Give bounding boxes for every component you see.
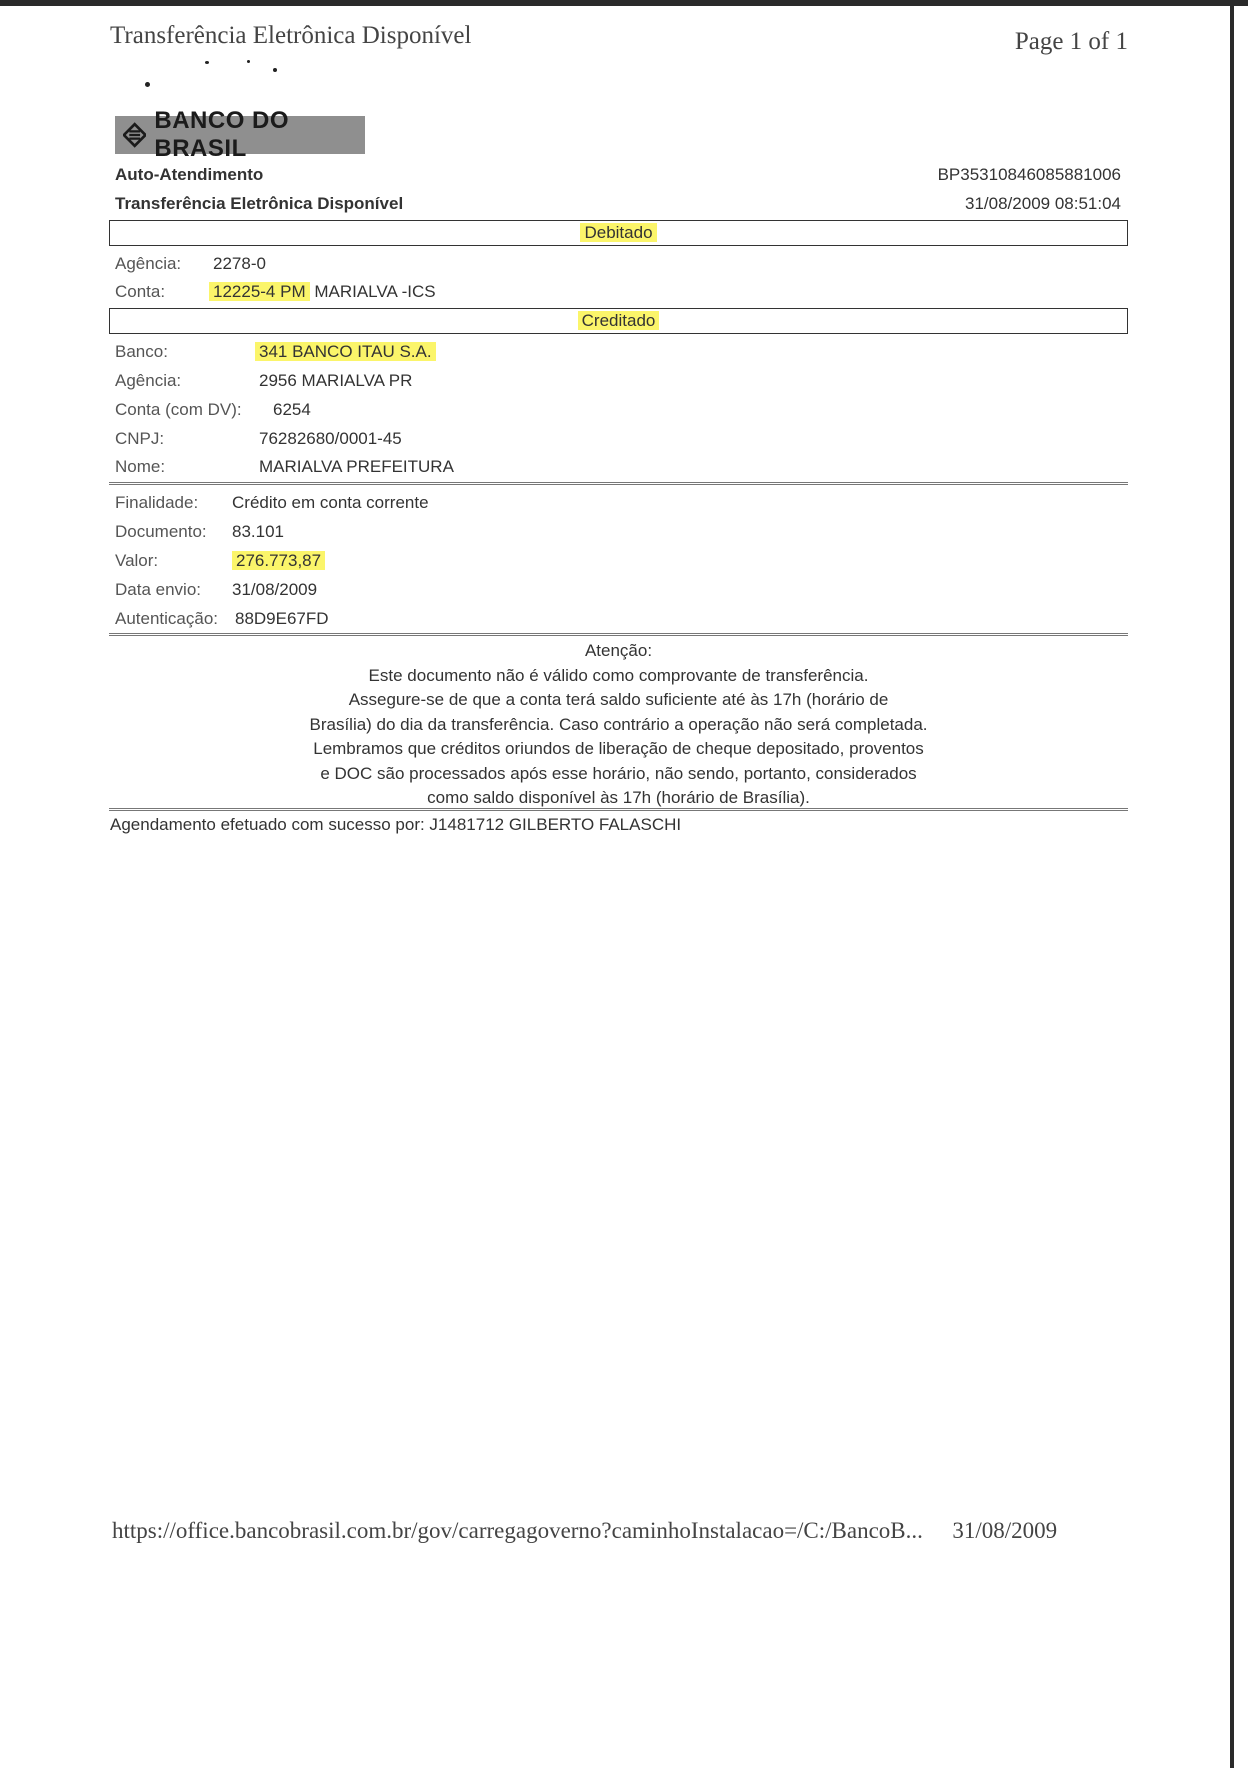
creditado-agencia-label: Agência: [115,371,182,390]
scan-speck [273,68,277,72]
valor-row [115,551,325,571]
valor-label: Valor: [115,551,159,570]
debitado-conta-rest: MARIALVA -ICS [309,282,436,301]
doc-datetime: 31/08/2009 08:51:04 [965,194,1121,213]
creditado-nome-row [115,457,454,477]
print-header-page: Page 1 of 1 [1014,28,1128,55]
confirmation-divider [109,808,1128,811]
doc-code: BP35310846085881006 [937,165,1121,184]
creditado-conta-label: Conta (com DV): [115,400,242,419]
finalidade-row [115,493,429,513]
details-divider [109,482,1128,485]
creditado-banco-row [115,342,436,362]
print-footer-date: 31/08/2009 [952,1518,1058,1543]
finalidade-label: Finalidade: [115,493,199,512]
autenticacao-label: Autenticação: [115,609,219,628]
creditado-cnpj-label: CNPJ: [115,429,165,448]
creditado-nome-label: Nome: [115,457,166,476]
creditado-cnpj-row [115,429,402,449]
print-footer [112,1518,1057,1544]
doc-header-line2: Transferência Eletrônica Disponível [115,194,404,213]
notice-line: Lembramos que créditos oriundos de liberação de cheque depositado, proventos [313,739,924,758]
notice-line: Brasília) do dia da transferência. Caso contrário a operação não será completada. [309,714,928,734]
data-envio-label: Data envio: [115,580,201,599]
documento-row [115,522,284,542]
debitado-agencia-row [115,254,266,274]
data-envio-row [115,580,317,600]
valor-value: 276.773,87 [232,551,325,570]
autenticacao-row [115,609,329,629]
debitado-section-header [109,220,1128,246]
doc-header-line1: Auto-Atendimento [115,165,264,184]
confirmation-text: Agendamento efetuado com sucesso por: J1481712 GILBERTO FALASCHI [110,815,682,834]
debitado-conta-label: Conta: [115,282,166,301]
bank-logo [115,107,365,162]
scan-speck [205,61,209,64]
banco-do-brasil-symbol-icon [123,122,146,148]
debitado-agencia-value: 2278-0 [213,254,266,273]
notice-line: Assegure-se de que a conta terá saldo suficiente até às 17h (horário de [348,690,889,709]
notice-title: Atenção: [584,641,653,660]
debitado-conta-row [115,282,436,302]
notice-line: e DOC são processados após esse horário, não sendo, portanto, considerados [320,763,917,783]
creditado-cnpj-value: 76282680/0001-45 [259,429,402,448]
debitado-title: Debitado [580,223,656,242]
documento-label: Documento: [115,522,207,541]
notice-divider [109,633,1128,636]
print-footer-url: https://office.bancobrasil.com.br/gov/carregagoverno?caminhoInstalacao=/C:/BancoB... [112,1518,923,1543]
creditado-banco-value: 341 BANCO ITAU S.A. [255,342,436,361]
documento-value: 83.101 [232,522,284,541]
creditado-title: Creditado [578,311,660,330]
creditado-agencia-row [115,371,412,391]
debitado-conta-highlight: 12225-4 PM [209,282,310,301]
data-envio-value: 31/08/2009 [232,580,318,599]
creditado-banco-label: Banco: [115,342,168,361]
creditado-nome-value: MARIALVA PREFEITURA [259,457,454,476]
autenticacao-value: 88D9E67FD [235,609,329,628]
scan-speck [247,60,250,63]
creditado-conta-row [115,400,311,420]
creditado-section-header [109,308,1128,334]
bank-logo-text: BANCO DO BRASIL [154,107,290,162]
notice-line: Este documento não é válido como comprovante de transferência. [368,665,869,685]
notice-block [109,639,1128,811]
creditado-agencia-value: 2956 MARIALVA PR [259,371,413,390]
debitado-agencia-label: Agência: [115,254,182,273]
creditado-conta-value: 6254 [273,400,311,419]
notice-line: como saldo disponível às 17h (horário de Brasília). [427,788,810,807]
finalidade-value: Crédito em conta corrente [232,493,429,512]
print-header-title: Transferência Eletrônica Disponível [110,22,472,49]
scan-speck [145,82,150,87]
